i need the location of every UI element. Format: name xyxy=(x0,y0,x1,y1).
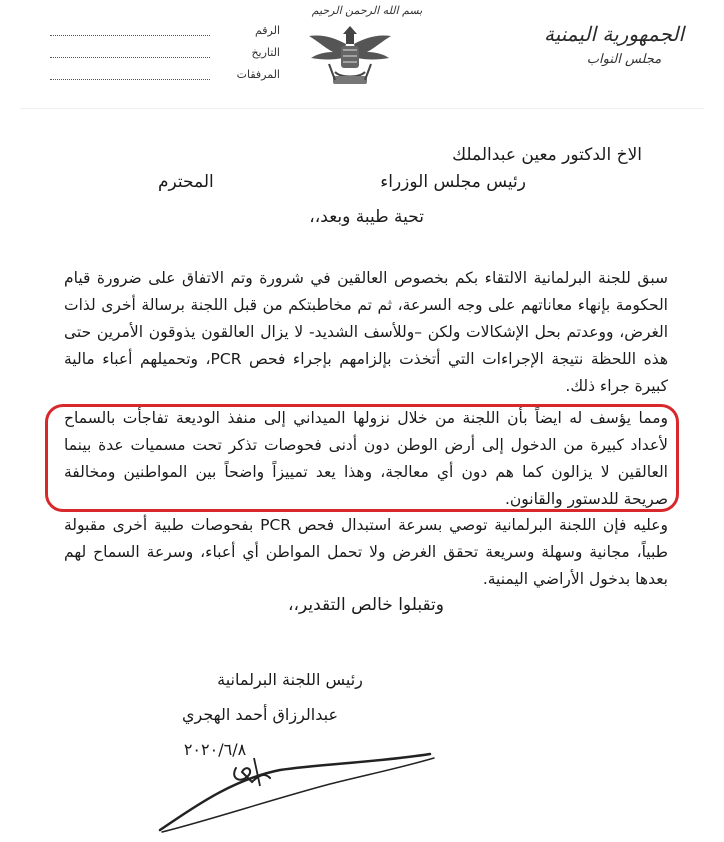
paragraph-3: وعليه فإن اللجنة البرلمانية توصي بسرعة استبدال فحص PCR بفحوصات طبية أخرى مقبولة طبياً، مجانية وسهلة وسريعة تحقق الغرض ولا تحمل المواطن أي أعباء، وسرعة السماح لهم بعدها بدخول الأراضي اليمنية. xyxy=(64,516,668,588)
meta-number-line xyxy=(50,35,210,36)
paragraph-2: ومما يؤسف له ايضاً بأن اللجنة من خلال نزولها الميداني إلى منفذ الوديعة تفاجأت بالسماح لأعداد كبيرة من الدخول إلى أرض الوطن دون أدنى فحوصات تذكر تحت مسميات عدة بينما العالقين لا يزالون كما هم دون أي معالجة، وهذا يعد تمييزاً واضحاً بين المواطنين ومخالفة صريحة للدستور والقانون. xyxy=(64,409,668,508)
eagle-emblem-icon xyxy=(305,20,395,90)
paragraph-1: سبق للجنة البرلمانية الالتقاء بكم بخصوص العالقين في شرورة وتم الاتفاق على ضرورة قيام الحكومة بإنهاء معاناتهم على وجه السرعة، ثم تم مخاطبتكم من قبل اللجنة برسالة أخرى لذات الغرض، ووعدتم بحل الإشكالات ولكن –وللأسف الشديد- لا يزال العالقون يذوقون الأمرين حتى هذه اللحظة نتيجة الإجراءات التي أتخذت بإلزامهم بإجراء فحص PCR، وتحميلهم أعباء مالية كبيرة جراء ذلك. xyxy=(64,269,668,395)
parliament-heading: مجلس النواب xyxy=(586,52,662,67)
recipient-title: رئيس مجلس الوزراء xyxy=(380,172,526,192)
basmala: بسم الله الرحمن الرحيم xyxy=(311,4,423,17)
meta-number-row xyxy=(40,24,280,46)
meta-attachments-line xyxy=(50,79,210,80)
signatory-title: رئيس اللجنة البرلمانية xyxy=(217,670,363,689)
handwritten-signature-icon xyxy=(150,750,440,840)
header-divider xyxy=(20,108,704,109)
closing-line: وتقبلوا خالص التقدير،، xyxy=(288,595,444,615)
meta-date-line xyxy=(50,57,210,58)
meta-date-label: التاريخ xyxy=(251,46,280,59)
republic-heading: الجمهورية اليمنية xyxy=(543,22,685,46)
greeting: تحية طيبة وبعد،، xyxy=(309,207,424,227)
meta-attachments-row xyxy=(40,68,280,90)
addressee: الاخ الدكتور معين عبدالملك xyxy=(452,145,642,165)
reference-block xyxy=(40,24,280,90)
meta-number-label: الرقم xyxy=(254,24,280,37)
meta-date-row xyxy=(40,46,280,68)
letter-date: ٢٠٢٠/٦/٨ xyxy=(183,740,247,759)
honorific: المحترم xyxy=(158,172,214,192)
meta-attachments-label: المرفقات xyxy=(236,68,280,81)
signatory-name: عبدالرزاق أحمد الهجري xyxy=(181,705,339,724)
